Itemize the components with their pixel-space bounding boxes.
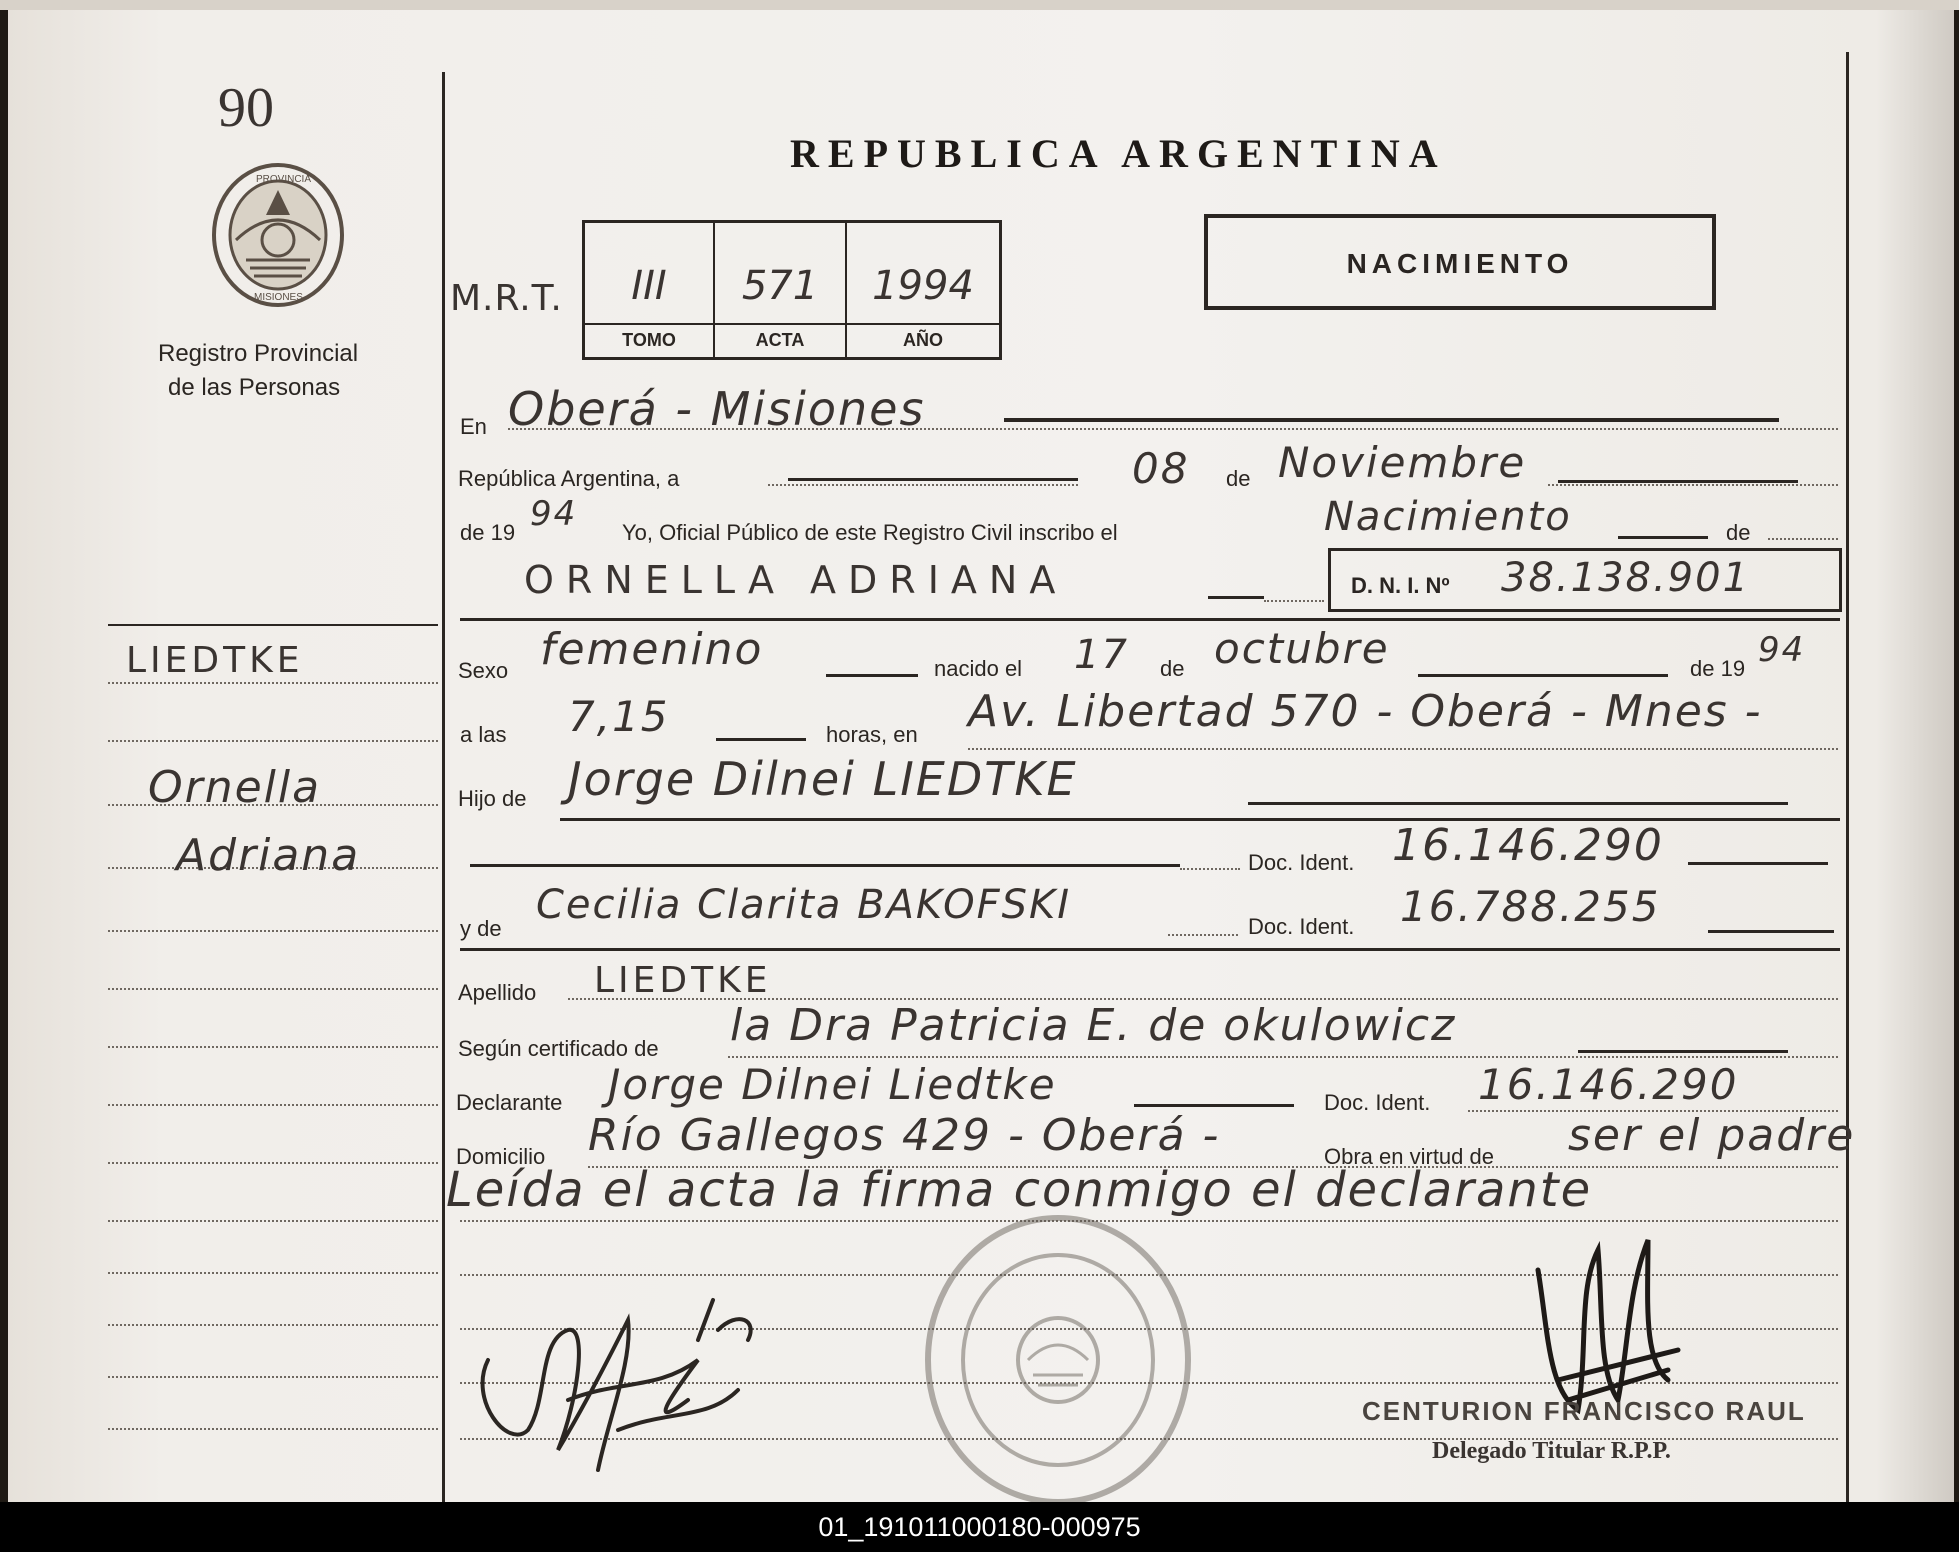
margin-line bbox=[108, 1162, 438, 1164]
left-margin-divider bbox=[442, 72, 445, 1502]
segun-label: Según certificado de bbox=[458, 1036, 659, 1061]
month-dash bbox=[1558, 480, 1798, 483]
dni-label: D. N. I. Nº bbox=[1351, 573, 1450, 598]
father-name-dash bbox=[1248, 802, 1788, 805]
oficial-text: Yo, Oficial Público de este Registro Civil inscribo el bbox=[622, 520, 1118, 545]
republica-dots2 bbox=[1548, 484, 1838, 486]
obra-value: ser el padre bbox=[1568, 1110, 1856, 1161]
record-prefix: M.R.T. bbox=[450, 278, 563, 319]
document-type-label: NACIMIENTO bbox=[1346, 248, 1574, 279]
margin-line bbox=[108, 1220, 438, 1222]
margin-name1: Ornella bbox=[148, 762, 322, 813]
birth-year-suffix: 94 bbox=[1758, 630, 1806, 670]
tomo-cell bbox=[585, 223, 715, 357]
birth-de19-label: de 19 bbox=[1690, 656, 1746, 681]
section-rule-2 bbox=[460, 948, 1840, 951]
provincial-seal-icon bbox=[206, 160, 351, 310]
acta-label: ACTA bbox=[755, 330, 805, 350]
en-dash-line bbox=[1004, 418, 1779, 422]
republica-dots1 bbox=[768, 484, 1078, 486]
margin-surname: LIEDTKE bbox=[126, 640, 304, 681]
father-doc-dash-left bbox=[470, 864, 1180, 867]
mother-doc-label: Doc. Ident. bbox=[1248, 914, 1355, 939]
en-label: En bbox=[460, 414, 487, 439]
day-value: 08 bbox=[1132, 444, 1190, 493]
dni-value: 38.138.901 bbox=[1501, 555, 1751, 601]
birth-month: octubre bbox=[1214, 624, 1390, 673]
acta-value: 571 bbox=[741, 263, 819, 309]
margin-line bbox=[108, 1324, 438, 1326]
mother-name-dots bbox=[1168, 934, 1238, 936]
segun-dots bbox=[728, 1056, 1838, 1058]
birth-time: 7,15 bbox=[568, 692, 670, 741]
father-doc-dots-left bbox=[1180, 868, 1240, 870]
declarante-value: Jorge Dilnei Liedtke bbox=[608, 1060, 1057, 1109]
official-stamp-icon bbox=[918, 1210, 1198, 1502]
top-edge bbox=[0, 0, 1959, 10]
year-de19-label: de 19 bbox=[460, 520, 516, 545]
record-table-inner-rule bbox=[585, 323, 999, 325]
image-caption: 01_191011000180-000975 bbox=[0, 1502, 1959, 1552]
alas-label: a las bbox=[460, 722, 507, 747]
margin-line bbox=[108, 1428, 438, 1430]
tomo-label: TOMO bbox=[622, 330, 676, 350]
sexo-value: femenino bbox=[540, 624, 764, 675]
country-title: REPUBLICA ARGENTINA bbox=[790, 131, 1447, 176]
horas-label: horas, en bbox=[826, 722, 918, 747]
acta-cell bbox=[715, 223, 847, 357]
declarante-dash bbox=[1134, 1104, 1294, 1107]
declarante-doc: 16.146.290 bbox=[1478, 1060, 1739, 1109]
right-border-line bbox=[1846, 52, 1849, 1502]
apellido-value: LIEDTKE bbox=[594, 960, 772, 1001]
hijo-label: Hijo de bbox=[458, 786, 527, 811]
child-names: ORNELLA ADRIANA bbox=[524, 558, 1068, 602]
father-doc-label: Doc. Ident. bbox=[1248, 850, 1355, 875]
inscribo-de-label: de bbox=[1726, 520, 1751, 545]
seal-text-top: PROVINCIA bbox=[256, 174, 312, 185]
margin-line bbox=[108, 1376, 438, 1378]
section-rule-1 bbox=[460, 618, 1840, 621]
sexo-label: Sexo bbox=[458, 658, 509, 683]
registry-name-line2: de las Personas bbox=[168, 374, 341, 401]
margin-name2: Adriana bbox=[176, 830, 361, 881]
closing-text: Leída el acta la firma conmigo el declarante bbox=[446, 1162, 1593, 1218]
birth-place-dots bbox=[968, 748, 1838, 750]
birth-month-dash bbox=[1418, 674, 1668, 677]
birth-de-label: de bbox=[1160, 656, 1185, 681]
obra-label: Obra en virtud de bbox=[1324, 1144, 1494, 1169]
nacido-label: nacido el bbox=[934, 656, 1023, 681]
mother-doc: 16.788.255 bbox=[1400, 882, 1661, 931]
mother-doc-dash bbox=[1708, 930, 1834, 933]
margin-line bbox=[108, 682, 438, 684]
declarante-doc-label: Doc. Ident. bbox=[1324, 1090, 1431, 1115]
segun-dash bbox=[1578, 1050, 1788, 1053]
inscribo-value: Nacimiento bbox=[1324, 494, 1572, 540]
segun-value: la Dra Patricia E. de okulowicz bbox=[730, 1000, 1457, 1051]
birth-time-dash bbox=[716, 738, 806, 741]
record-table bbox=[582, 220, 1002, 360]
document-type-box bbox=[1204, 214, 1716, 310]
margin-line bbox=[108, 1104, 438, 1106]
child-names-dots bbox=[1264, 600, 1324, 602]
margin-line bbox=[108, 988, 438, 990]
margin-line bbox=[108, 1046, 438, 1048]
domicilio-value: Río Gallegos 429 - Oberá - bbox=[588, 1110, 1221, 1161]
domicilio-label: Domicilio bbox=[456, 1144, 546, 1169]
declarant-signature-icon bbox=[468, 1280, 788, 1480]
day-de-label: de bbox=[1226, 466, 1251, 491]
anio-cell bbox=[847, 223, 999, 357]
republica-label: República Argentina, a bbox=[458, 466, 680, 491]
anio-label: AÑO bbox=[903, 330, 943, 350]
father-name: Jorge Dilnei LIEDTKE bbox=[568, 752, 1078, 806]
dni-box bbox=[1328, 548, 1842, 612]
en-dots bbox=[508, 428, 1838, 430]
sexo-dash bbox=[826, 674, 918, 677]
birth-place: Av. Libertad 570 - Oberá - Mnes - bbox=[968, 686, 1763, 737]
registry-name-line1: Registro Provincial bbox=[158, 340, 359, 367]
seal-text-bottom: MISIONES bbox=[254, 292, 303, 303]
margin-line bbox=[108, 740, 438, 742]
father-doc-dash-right bbox=[1688, 862, 1828, 865]
anio-value: 1994 bbox=[872, 263, 974, 309]
officer-name: CENTURION FRANCISCO RAUL bbox=[1362, 1396, 1806, 1426]
month-value: Noviembre bbox=[1278, 438, 1527, 487]
birth-certificate-page bbox=[8, 10, 1954, 1502]
birth-day: 17 bbox=[1074, 632, 1129, 678]
inscribo-dash bbox=[1618, 536, 1708, 539]
republica-dash1 bbox=[788, 478, 1078, 481]
mother-name: Cecilia Clarita BAKOFSKI bbox=[536, 882, 1071, 928]
child-names-dash bbox=[1208, 596, 1264, 599]
inscribo-dots bbox=[1768, 538, 1838, 540]
year-suffix: 94 bbox=[530, 494, 578, 534]
margin-line bbox=[108, 1272, 438, 1274]
declarante-label: Declarante bbox=[456, 1090, 563, 1115]
father-doc: 16.146.290 bbox=[1392, 820, 1664, 871]
margin-line bbox=[108, 930, 438, 932]
apellido-label: Apellido bbox=[458, 980, 537, 1005]
tomo-value: III bbox=[631, 263, 667, 309]
en-value: Oberá - Misiones bbox=[508, 382, 926, 436]
yde-label: y de bbox=[460, 916, 502, 941]
officer-title: Delegado Titular R.P.P. bbox=[1432, 1438, 1671, 1464]
page-number: 90 bbox=[218, 77, 274, 139]
margin-top-rule bbox=[108, 624, 438, 626]
